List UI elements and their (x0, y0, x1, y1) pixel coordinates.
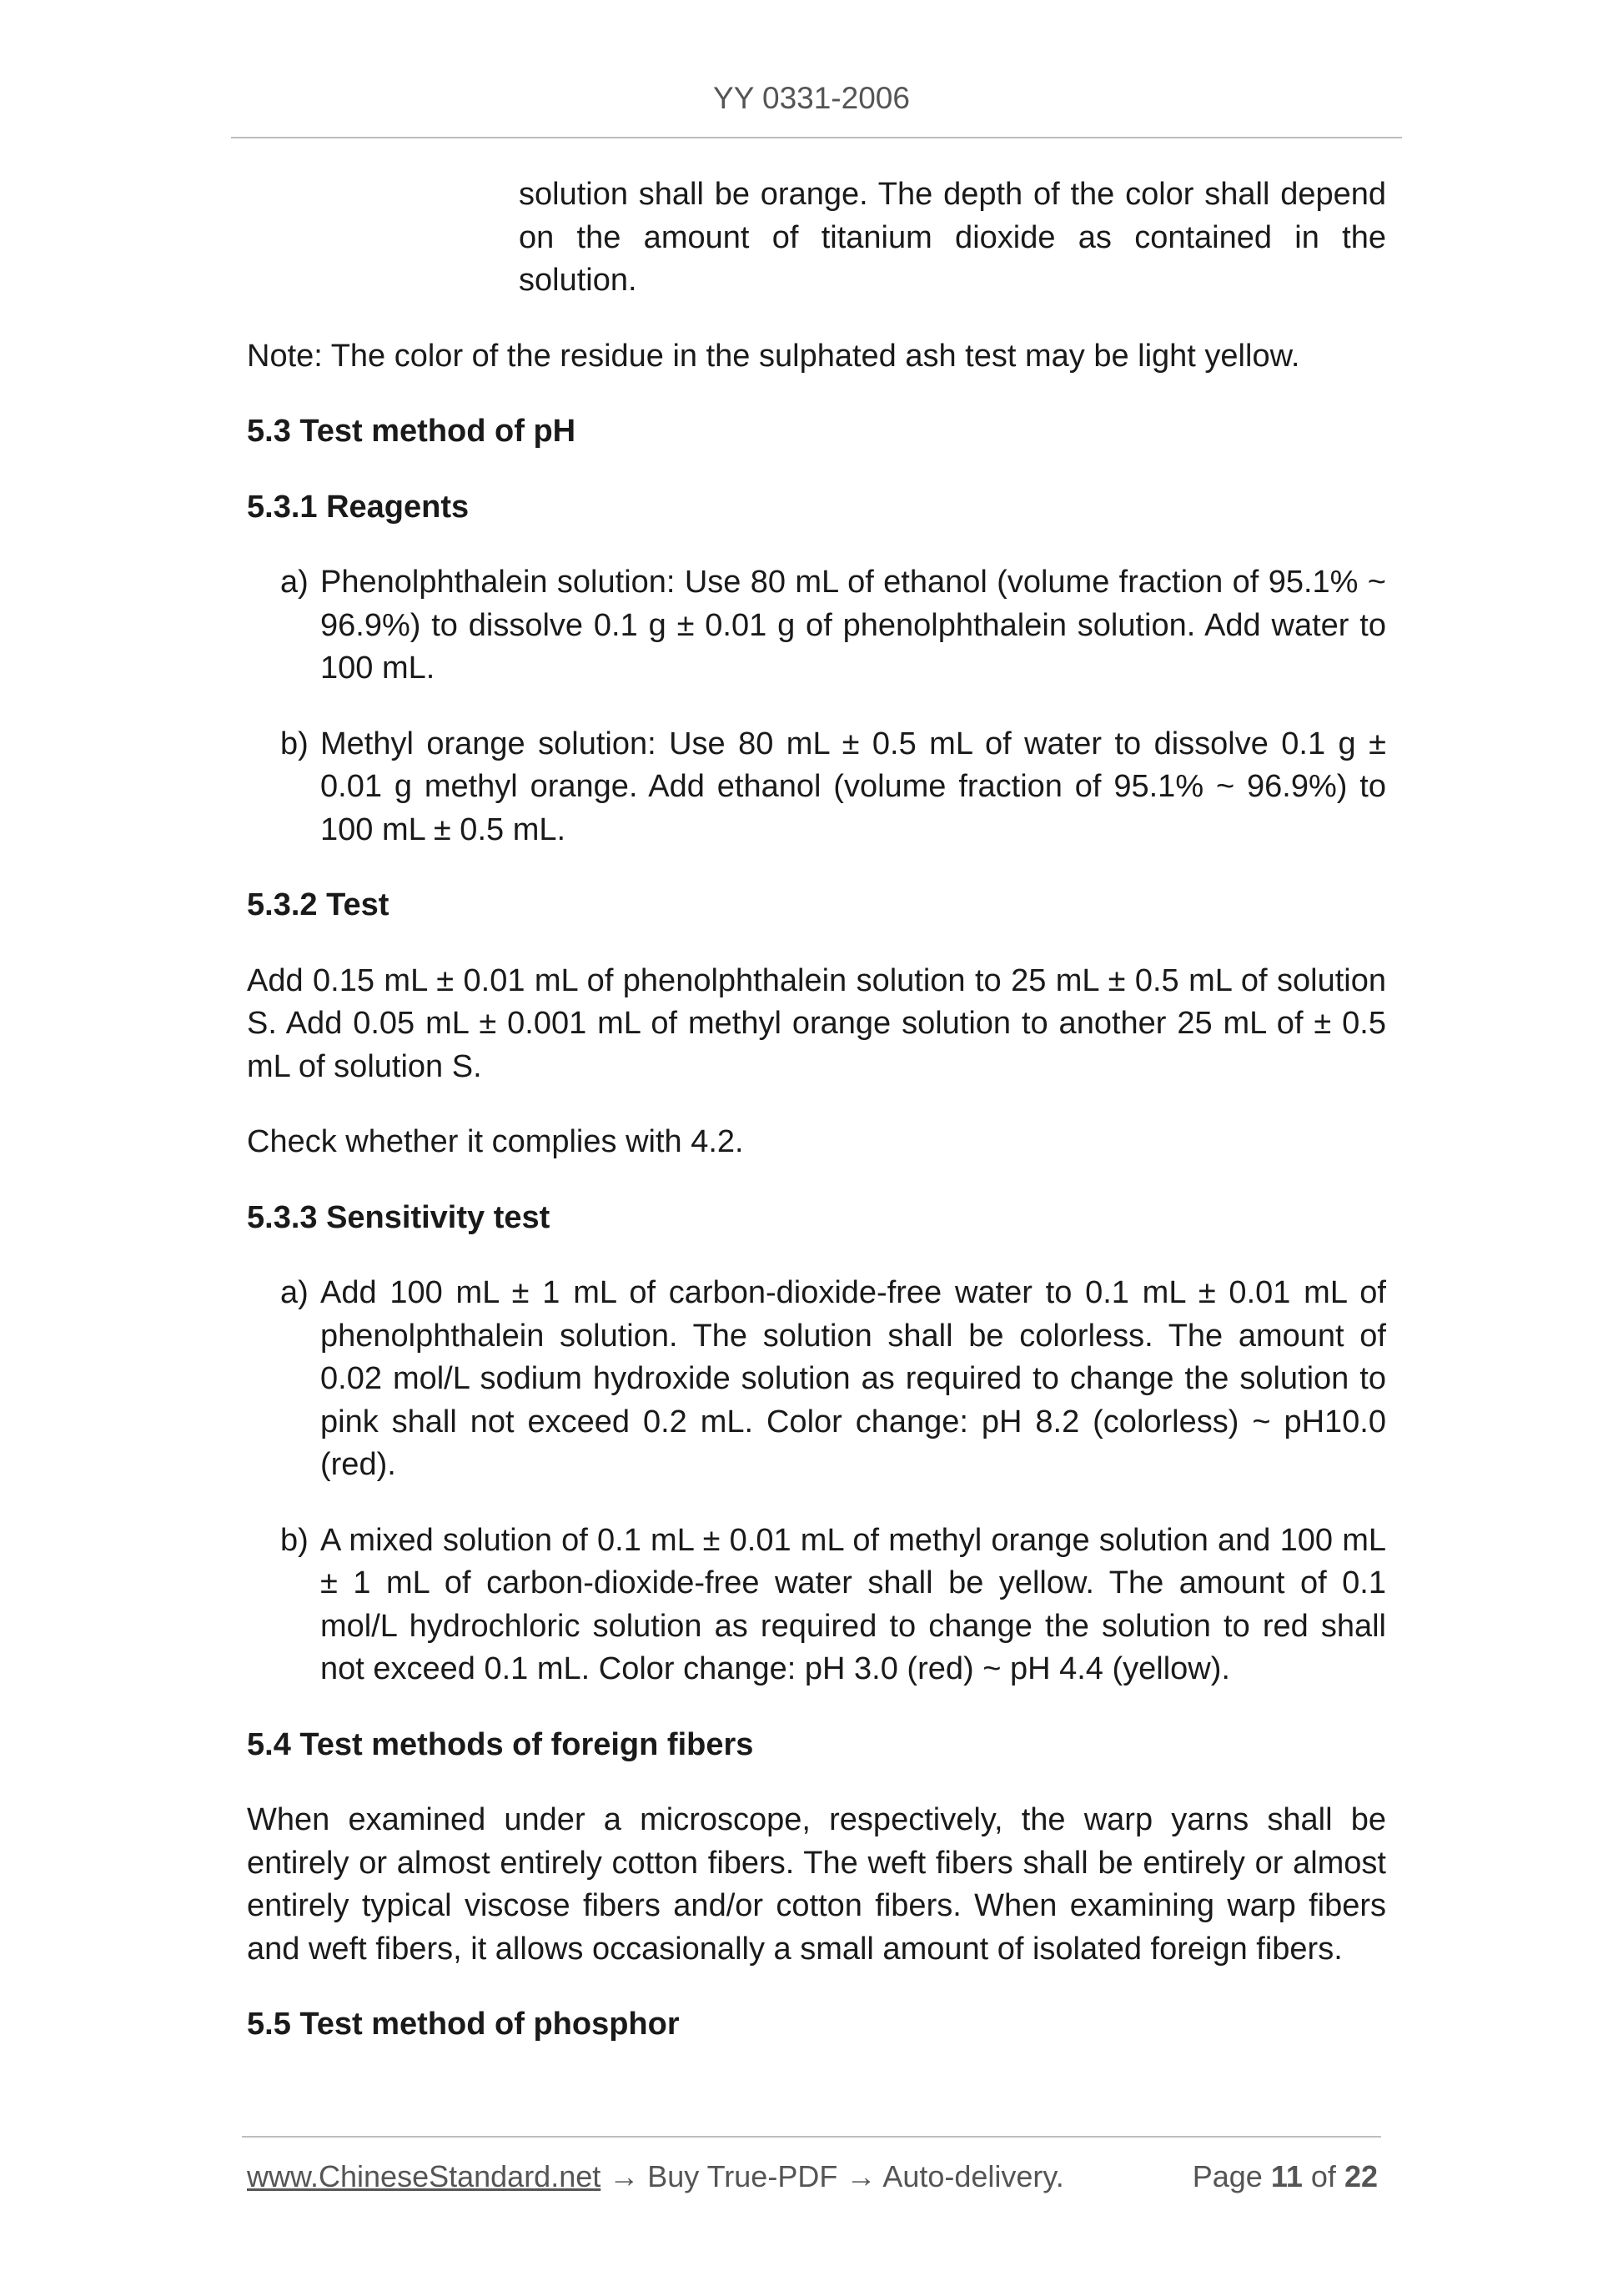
section-heading-5-5: 5.5 Test method of phosphor (247, 2007, 680, 2042)
test-paragraph: Add 0.15 mL ± 0.01 mL of phenolphthalein solution to 25 mL ± 0.5 mL of solution S. Add 0.05 mL ± 0.001 mL of methyl orange solution to another 25 mL of ± 0.5 mL of solution S. (247, 962, 1386, 1084)
page-header (0, 77, 1623, 120)
section-heading-5-4: 5.4 Test methods of foreign fibers (247, 1726, 754, 1762)
continued-paragraph: solution shall be orange. The depth of the color shall depend on the amount of titanium dioxide as contained in the solution. (519, 177, 1386, 298)
note-paragraph: Note: The color of the residue in the sulphated ash test may be light yellow. (247, 338, 1300, 374)
list-item-text: Methyl orange solution: Use 80 mL ± 0.5 mL of water to dissolve 0.1 g ± 0.01 g methyl orange. Add ethanol (volume fraction of 95.1% ~ 96.9%) to 100 mL ± 0.5 mL. (320, 726, 1386, 847)
list-item-text: A mixed solution of 0.1 mL ± 0.01 mL of methyl orange solution and 100 mL ± 1 mL of carbon-dioxide-free water shall be yellow. The amount of 0.1 mol/L hydrochloric solution as required to change the solution to red shall not exceed 0.1 mL. Color change: pH 3.0 (red) ~ pH 4.4 (yellow). (320, 1522, 1386, 1686)
list-item (244, 723, 1386, 852)
page-number: 11 (1270, 2159, 1303, 2193)
section-heading-5-3-1: 5.3.1 Reagents (247, 489, 470, 525)
list-item (244, 1520, 1386, 1691)
section-heading-5-3-2: 5.3.2 Test (247, 887, 389, 922)
list-item-text: Phenolphthalein solution: Use 80 mL of ethanol (volume fraction of 95.1% ~ 96.9%) to dissolve 0.1 g ± 0.01 g of phenolphthalein solution. Add water to 100 mL. (320, 565, 1386, 686)
page-counter (1193, 2156, 1378, 2198)
document-id: YY 0331-2006 (713, 81, 910, 115)
list-marker: a) (280, 565, 309, 600)
list-marker: a) (280, 1275, 309, 1310)
list-marker: b) (280, 1522, 309, 1558)
website-link[interactable]: www.ChineseStandard.net (247, 2159, 601, 2193)
list-marker: b) (280, 726, 309, 761)
header-divider (231, 137, 1402, 138)
list-item (244, 561, 1386, 691)
footer-tagline: → Buy True-PDF → Auto-delivery. (600, 2159, 1064, 2193)
section-heading-5-3-3: 5.3.3 Sensitivity test (247, 1199, 550, 1235)
check-paragraph: Check whether it complies with 4.2. (247, 1124, 744, 1159)
of-word: of (1310, 2159, 1336, 2193)
footer-divider (242, 2136, 1381, 2138)
page-total: 22 (1344, 2159, 1378, 2193)
list-item-text: Add 100 mL ± 1 mL of carbon-dioxide-free water to 0.1 mL ± 0.01 mL of phenolphthalein solution. The solution shall be colorless. The amount of 0.02 mol/L sodium hydroxide solution as required to change the solution to pink shall not exceed 0.2 mL. Color change: pH 8.2 (colorless) ~ pH10.0 (red). (320, 1275, 1386, 1482)
page-footer (247, 2156, 1378, 2198)
list-item (244, 1272, 1386, 1487)
section-heading-5-3: 5.3 Test method of pH (247, 414, 576, 449)
page-word: Page (1192, 2159, 1263, 2193)
document-body (247, 173, 1386, 2047)
fibers-paragraph: When examined under a microscope, respectively, the warp yarns shall be entirely or almost entirely cotton fibers. The weft fibers shall be entirely or almost entirely typical viscose fibers and/or cotton fibers. When examining warp fibers and weft fibers, it allows occasionally a small amount of isolated foreign fibers. (247, 1802, 1386, 1967)
